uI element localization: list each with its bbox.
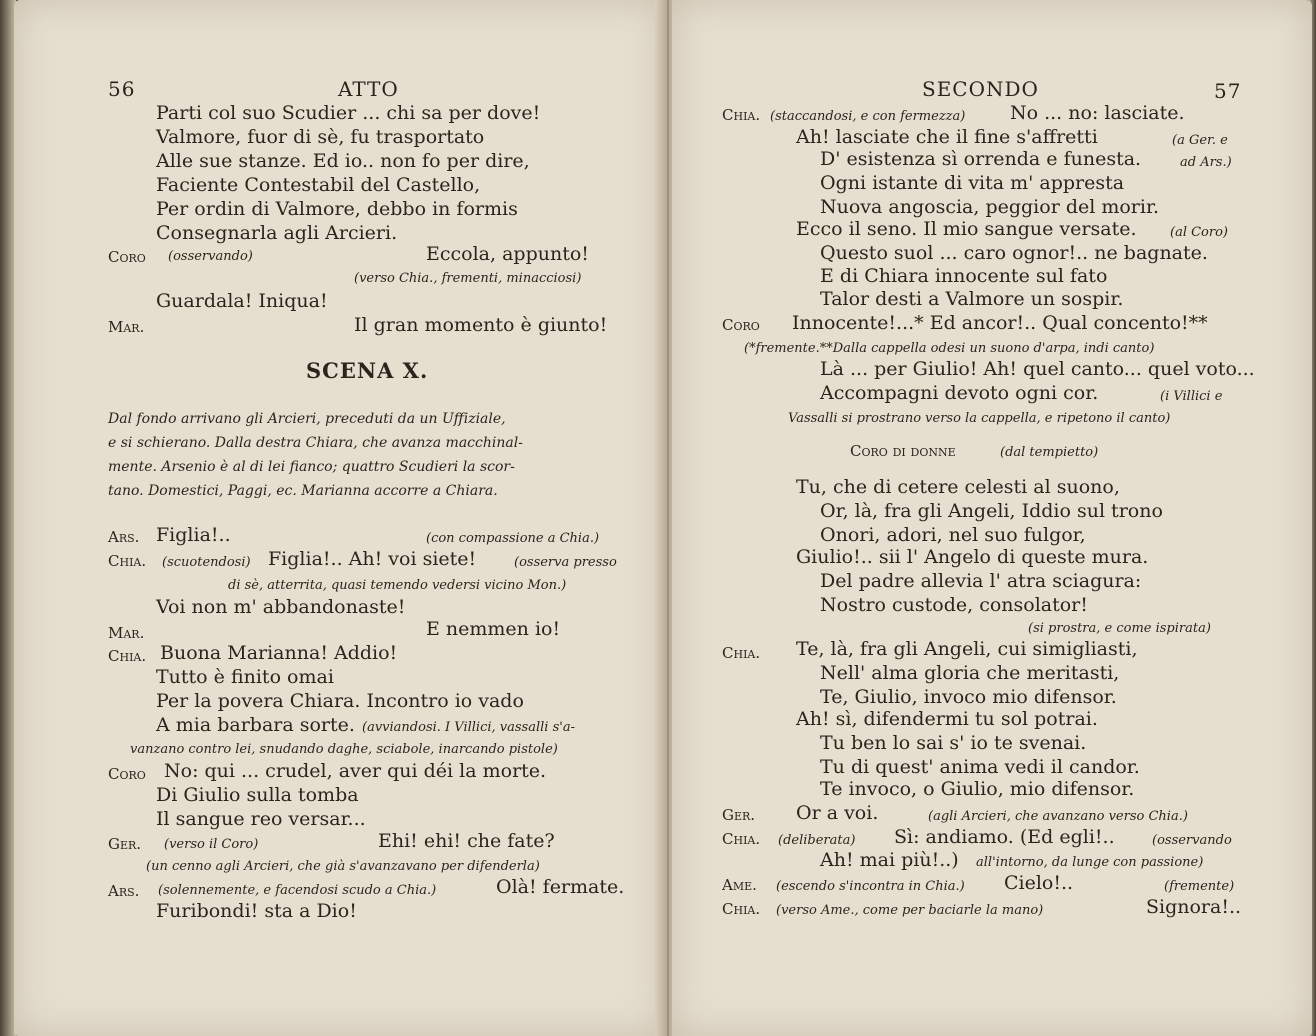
verse-line: Accompagni devoto ogni cor.	[820, 382, 1099, 404]
speaker-ame: Ame.	[722, 876, 757, 894]
verse-line: Per ordin di Valmore, debbo in formis	[156, 198, 518, 220]
stage-direction: mente. Arsenio è al di lei fianco; quattro Scudieri la scor-	[108, 459, 515, 475]
stage-direction: Dal fondo arrivano gli Arcieri, preceduti da un Uffiziale,	[108, 411, 506, 427]
verse-line: Per la povera Chiara. Incontro io vado	[156, 690, 524, 712]
verse-line: Di Giulio sulla tomba	[156, 784, 359, 806]
stage-direction: (agli Arcieri, che avanzano verso Chia.)	[928, 809, 1188, 824]
verse-line: Figlia!..	[156, 524, 231, 546]
verse-line: Tu di quest' anima vedi il candor.	[820, 756, 1140, 778]
verse-line: Sì: andiamo. (Ed egli!..	[894, 826, 1115, 848]
stage-direction: (osserva presso	[514, 555, 617, 570]
speaker-chia: Chia.	[722, 106, 761, 124]
verse-line: Te invoco, o Giulio, mio difensor.	[820, 778, 1135, 800]
stage-direction: (staccandosi, e con fermezza)	[770, 109, 966, 124]
verse-line: Tu ben lo sai s' io te svenai.	[820, 732, 1087, 754]
verse-line: Talor desti a Valmore un sospir.	[820, 288, 1124, 310]
stage-direction: all'intorno, da lunge con passione)	[976, 855, 1204, 870]
speaker-chia: Chia.	[108, 552, 147, 570]
speaker-ger: Ger.	[722, 806, 756, 824]
stage-direction: (verso il Coro)	[164, 837, 259, 852]
verse-line: Te, là, fra gli Angeli, cui simigliasti,	[796, 638, 1138, 660]
speaker-chia: Chia.	[722, 900, 761, 918]
stage-direction: (i Villici e	[1160, 389, 1223, 404]
stage-direction: (osservando	[1152, 833, 1232, 848]
verse-line: Questo suol ... caro ognor!.. ne bagnate.	[820, 242, 1208, 264]
verse-line: Or, là, fra gli Angeli, Iddio sul trono	[820, 500, 1163, 522]
speaker-chia: Chia.	[722, 644, 761, 662]
stage-direction: (dal tempietto)	[1000, 445, 1099, 460]
stage-direction: (escendo s'incontra in Chia.)	[776, 879, 965, 894]
stage-direction: vanzano contro lei, snudando daghe, sciabole, inarcando pistole)	[130, 742, 558, 757]
verse-line: Ehi! ehi! che fate?	[378, 830, 555, 852]
verse-line: Tu, che di cetere celesti al suono,	[796, 476, 1120, 498]
verse-line: Cielo!..	[1004, 872, 1074, 894]
stage-direction: (verso Ame., come per baciarle la mano)	[776, 903, 1044, 918]
verse-line: No ... no: lasciate.	[1010, 102, 1185, 124]
verse-line: Del padre allevia l' atra sciagura:	[820, 570, 1142, 592]
verse-line: E di Chiara innocente sul fato	[820, 265, 1108, 287]
verse-line: Tutto è finito omai	[156, 666, 334, 688]
stage-direction: Vassalli si prostrano verso la cappella, e ripetono il canto)	[788, 411, 1171, 426]
verse-line: Furibondi! sta a Dio!	[156, 900, 357, 922]
speaker-ger: Ger.	[108, 835, 142, 853]
stage-direction: (*fremente.**Dalla cappella odesi un suono d'arpa, indi canto)	[744, 341, 1155, 356]
verse-line: Là ... per Giulio! Ah! quel canto... quel voto...	[820, 358, 1255, 380]
verse-line: Giulio!.. sii l' Angelo di queste mura.	[796, 546, 1149, 568]
verse-line: Nell' alma gloria che meritasti,	[820, 662, 1120, 684]
speaker-coro: Coro	[722, 316, 760, 334]
verse-line: Nuova angoscia, peggior del morir.	[820, 196, 1159, 218]
verse-line: E nemmen io!	[426, 618, 561, 640]
stage-direction: (a Ger. e	[1172, 133, 1228, 148]
verse-line: Buona Marianna! Addio!	[160, 642, 398, 664]
stage-direction: (verso Chia., frementi, minacciosi)	[354, 271, 582, 286]
speaker-coro: Coro	[108, 248, 146, 266]
verse-line: Consegnarla agli Arcieri.	[156, 222, 398, 244]
verse-line: A mia barbara sorte.	[156, 714, 355, 736]
speaker-ars: Ars.	[108, 882, 140, 900]
verse-line: Figlia!.. Ah! voi siete!	[268, 548, 477, 570]
verse-line: Signora!..	[1146, 896, 1242, 918]
verse-line: Ah! mai più!..)	[820, 849, 959, 871]
verse-line: Onori, adori, nel suo fulgor,	[820, 524, 1086, 546]
speaker-coro: Coro	[108, 765, 146, 783]
verse-line: Olà! fermate.	[496, 876, 625, 898]
stage-direction: (solennemente, e facendosi scudo a Chia.)	[158, 883, 437, 898]
verse-line: Innocente!...* Ed ancor!.. Qual concento!**	[792, 312, 1208, 334]
stage-direction: (osservando)	[168, 249, 253, 264]
stage-direction: e si schierano. Dalla destra Chiara, che avanza macchinal-	[108, 435, 523, 451]
verse-line: Or a voi.	[796, 802, 879, 824]
verse-line: Voi non m' abbandonaste!	[156, 596, 406, 618]
running-head-right: SECONDO	[922, 77, 1039, 101]
verse-line: Parti col suo Scudier ... chi sa per dove!	[156, 102, 541, 124]
stage-direction: di sè, atterrita, quasi temendo vedersi vicino Mon.)	[228, 578, 567, 593]
verse-line: Il gran momento è giunto!	[354, 314, 608, 336]
stage-direction: (deliberata)	[778, 833, 856, 848]
verse-line: Te, Giulio, invoco mio difensor.	[820, 686, 1117, 708]
stage-direction: tano. Domestici, Paggi, ec. Marianna accorre a Chiara.	[108, 483, 498, 499]
speaker-coro-di-donne: Coro di donne	[850, 442, 956, 460]
verse-line: Ogni istante di vita m' appresta	[820, 172, 1125, 194]
verse-line: Eccola, appunto!	[426, 243, 589, 265]
stage-direction: (si prostra, e come ispirata)	[1028, 621, 1211, 636]
verse-line: No: qui ... crudel, aver qui déi la morte.	[164, 760, 547, 782]
stage-direction: ad Ars.)	[1180, 155, 1232, 170]
speaker-mar: Mar.	[108, 624, 145, 642]
speaker-mar: Mar.	[108, 318, 145, 336]
scene-title: SCENA X.	[306, 358, 429, 383]
running-head-left: ATTO	[338, 77, 399, 101]
speaker-ars: Ars.	[108, 528, 140, 546]
verse-line: Ecco il seno. Il mio sangue versate.	[796, 218, 1137, 240]
verse-line: Ah! sì, difendermi tu sol potrai.	[796, 708, 1098, 730]
verse-line: Valmore, fuor di sè, fu trasportato	[156, 126, 485, 148]
verse-line: Ah! lasciate che il fine s'affretti	[796, 126, 1098, 148]
verse-line: Il sangue reo versar...	[156, 808, 366, 830]
verse-line: Faciente Contestabil del Castello,	[156, 174, 481, 196]
verse-line: Alle sue stanze. Ed io.. non fo per dire,	[156, 150, 530, 172]
stage-direction: (scuotendosi)	[162, 555, 251, 570]
stage-direction: (avviandosi. I Villici, vassalli s'a-	[362, 720, 575, 735]
stage-direction: (al Coro)	[1170, 225, 1228, 240]
stage-direction: (un cenno agli Arcieri, che già s'avanzavano per difenderla)	[146, 859, 540, 874]
page-number-right: 57	[1214, 79, 1242, 103]
stage-direction: (con compassione a Chia.)	[426, 531, 600, 546]
verse-line: Nostro custode, consolator!	[820, 594, 1088, 616]
stage-direction: (fremente)	[1164, 879, 1235, 894]
page-number-left: 56	[108, 77, 136, 101]
speaker-chia: Chia.	[108, 647, 147, 665]
verse-line: D' esistenza sì orrenda e funesta.	[820, 148, 1142, 170]
speaker-chia: Chia.	[722, 830, 761, 848]
verse-line: Guardala! Iniqua!	[156, 290, 328, 312]
